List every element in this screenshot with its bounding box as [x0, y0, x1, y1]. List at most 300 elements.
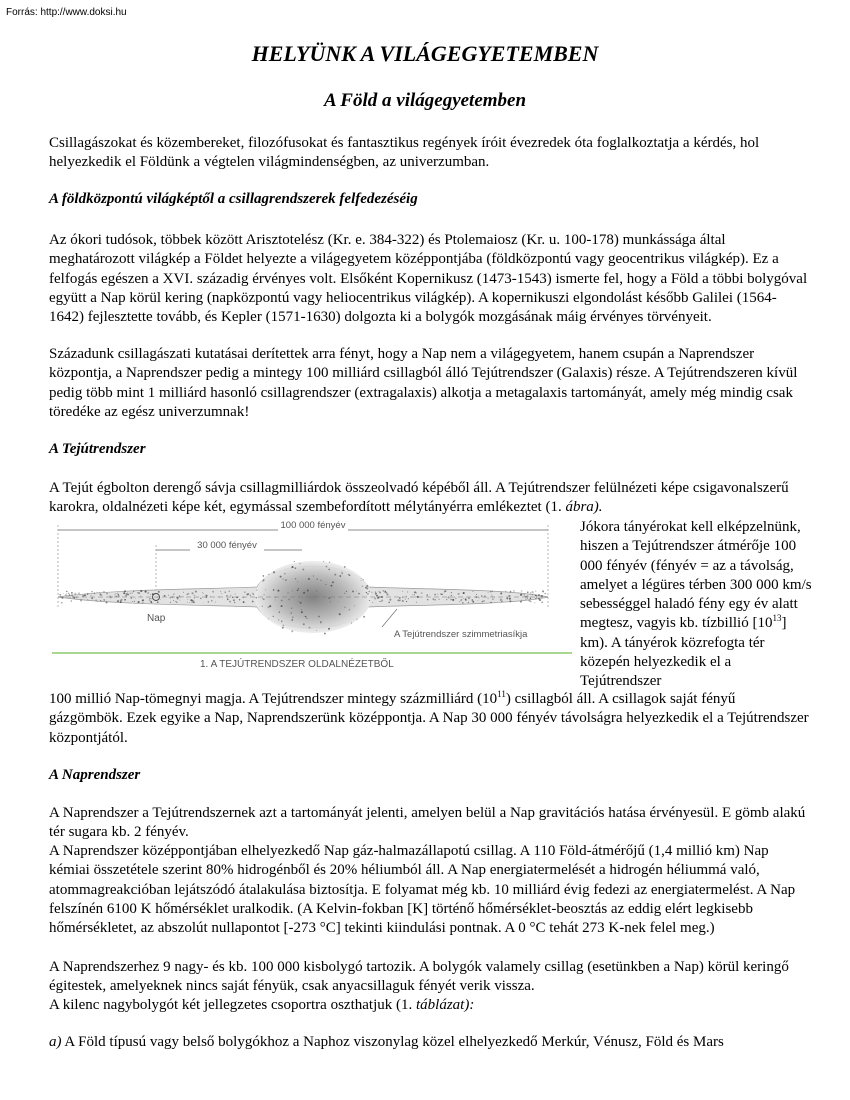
- star-speckle: [95, 599, 97, 601]
- star-speckle: [273, 589, 275, 591]
- star-speckle: [140, 590, 142, 592]
- inner-distance-label: 30 000 fényév: [197, 540, 257, 551]
- solar-system-paragraph-1: A Naprendszer a Tejútrendszernek azt a tartományát jelenti, amelyen belül a Nap gravitációs hatása érvényesül. E gömb alakú tér sugara kb. 2 fényév.: [49, 805, 806, 841]
- star-speckle: [367, 593, 369, 595]
- star-speckle: [461, 599, 463, 601]
- star-speckle: [545, 593, 546, 594]
- star-speckle: [262, 581, 263, 582]
- star-speckle: [349, 609, 351, 611]
- star-speckle: [192, 592, 194, 594]
- star-speckle: [138, 601, 140, 603]
- star-speckle: [352, 590, 354, 592]
- star-speckle: [297, 590, 298, 591]
- star-speckle: [330, 601, 331, 602]
- star-speckle: [520, 594, 522, 596]
- star-speckle: [173, 600, 174, 601]
- star-speckle: [488, 598, 489, 599]
- star-speckle: [316, 591, 317, 592]
- star-speckle: [481, 595, 482, 596]
- star-speckle: [173, 594, 174, 595]
- star-speckle: [63, 593, 64, 594]
- star-speckle: [541, 601, 543, 603]
- star-speckle: [380, 601, 381, 602]
- star-speckle: [366, 585, 368, 587]
- star-speckle: [363, 616, 365, 618]
- star-speckle: [71, 594, 73, 596]
- star-speckle: [533, 593, 534, 594]
- star-speckle: [477, 600, 478, 601]
- star-speckle: [341, 572, 342, 573]
- star-speckle: [375, 591, 376, 592]
- star-speckle: [142, 599, 144, 601]
- star-speckle: [349, 574, 351, 576]
- star-speckle: [402, 600, 404, 602]
- star-speckle: [117, 593, 118, 594]
- star-speckle: [94, 593, 95, 594]
- star-speckle: [195, 591, 197, 593]
- star-speckle: [354, 605, 355, 606]
- star-speckle: [476, 594, 477, 595]
- star-speckle: [110, 596, 112, 598]
- solar-system-paragraph-5: a) A Föld típusú vagy belső bolygókhoz a Naphoz viszonylag közel elhelyezkedő Merkúr, Vénusz, Föld és Mars: [49, 1034, 724, 1050]
- star-speckle: [291, 607, 293, 609]
- star-speckle: [535, 595, 537, 597]
- star-speckle: [374, 598, 376, 600]
- star-speckle: [100, 594, 102, 596]
- star-speckle: [287, 592, 288, 593]
- star-speckle: [282, 627, 284, 629]
- star-speckle: [448, 596, 450, 598]
- star-speckle: [521, 590, 522, 591]
- star-speckle: [298, 588, 299, 589]
- star-speckle: [127, 593, 128, 594]
- star-speckle: [302, 568, 304, 570]
- star-speckle: [482, 601, 484, 603]
- star-speckle: [307, 618, 308, 619]
- star-speckle: [308, 627, 310, 629]
- star-speckle: [160, 599, 161, 600]
- star-speckle: [348, 574, 349, 575]
- star-speckle: [536, 597, 537, 598]
- star-speckle: [407, 592, 408, 593]
- star-speckle: [339, 613, 341, 615]
- star-speckle: [505, 591, 506, 592]
- star-speckle: [472, 591, 473, 592]
- star-speckle: [273, 616, 274, 617]
- star-speckle: [362, 586, 363, 587]
- star-speckle: [212, 591, 214, 593]
- star-speckle: [468, 597, 469, 598]
- intro-paragraph: Csillagászokat és közembereket, filozófusokat és fantasztikus regények íróit évezredek óta foglalkoztatja a kérdés, hol helyezkedik el Földünk a végtelen világmindenségben, az univerzumban.: [49, 135, 760, 171]
- star-speckle: [278, 619, 279, 620]
- star-speckle: [331, 585, 333, 587]
- star-speckle: [472, 601, 474, 603]
- star-speckle: [295, 567, 296, 568]
- star-speckle: [434, 599, 436, 601]
- star-speckle: [265, 589, 266, 590]
- star-speckle: [72, 596, 74, 598]
- star-speckle: [506, 597, 508, 599]
- star-speckle: [414, 591, 416, 593]
- star-speckle: [283, 625, 285, 627]
- star-speckle: [194, 595, 195, 596]
- star-speckle: [452, 599, 454, 601]
- star-speckle: [465, 598, 467, 600]
- star-speckle: [313, 576, 314, 577]
- star-speckle: [262, 606, 263, 607]
- star-speckle: [124, 590, 126, 592]
- star-speckle: [74, 593, 76, 595]
- solar-system-paragraph-2: A Naprendszer középpontjában elhelyezkedő Nap gáz-halmazállapotú csillag. A 110 Föld-átmérőjű (1,4 millió km) Nap kémiai összetétele szerint 80% hidrogénből és 20% héliumból áll. A Nap energiatermelését a hidrogén héliummá való, atommagreakcióban lejátszódó átalakulása biztosítja. E folyamat még kb. 10 milliárd évig fedezi az energiatermelést. A Nap felszínén 6100 K hőmérséklet uralkodik. (A Kelvin-fokban [K] történő hőmérséklet-beosztás az eddig elért legkisebb hőmérsékletet, az abszolút nullapontot [-273 °C] tekinti kiindulási pontnak. A 0 °C tehát 273 K-nek felel meg.): [49, 843, 796, 937]
- star-speckle: [369, 600, 370, 601]
- star-speckle: [356, 590, 357, 591]
- star-speckle: [535, 591, 536, 592]
- star-speckle: [500, 598, 502, 600]
- star-speckle: [230, 595, 231, 596]
- figure-caption: 1. A TEJÚTRENDSZER OLDALNÉZETBŐL: [200, 659, 394, 670]
- star-speckle: [239, 599, 240, 600]
- star-speckle: [295, 578, 296, 579]
- star-speckle: [332, 581, 334, 583]
- star-speckle: [105, 601, 107, 603]
- star-speckle: [415, 596, 416, 597]
- star-speckle: [243, 601, 245, 603]
- star-speckle: [145, 591, 147, 593]
- star-speckle: [59, 594, 61, 596]
- star-speckle: [421, 592, 423, 594]
- star-speckle: [450, 599, 452, 601]
- star-speckle: [291, 619, 293, 621]
- star-speckle: [389, 599, 391, 601]
- star-speckle: [375, 593, 377, 595]
- star-speckle: [232, 597, 234, 599]
- star-speckle: [125, 595, 127, 597]
- star-speckle: [358, 593, 359, 594]
- star-speckle: [525, 599, 526, 600]
- star-speckle: [208, 601, 210, 603]
- star-speckle: [305, 616, 306, 617]
- star-speckle: [292, 617, 293, 618]
- star-speckle: [142, 602, 143, 603]
- star-speckle: [444, 592, 445, 593]
- section-heading-solar-system: A Naprendszer: [49, 767, 141, 783]
- star-speckle: [509, 598, 511, 600]
- star-speckle: [405, 599, 406, 600]
- star-speckle: [342, 573, 344, 575]
- star-speckle: [211, 600, 212, 601]
- star-speckle: [120, 601, 122, 603]
- star-speckle: [329, 562, 330, 563]
- star-speckle: [368, 591, 369, 592]
- star-speckle: [224, 591, 226, 593]
- star-speckle: [408, 598, 409, 599]
- star-speckle: [338, 601, 339, 602]
- star-speckle: [397, 599, 399, 601]
- star-speckle: [527, 592, 528, 593]
- star-speckle: [414, 594, 415, 595]
- star-speckle: [82, 595, 84, 597]
- star-speckle: [356, 619, 357, 620]
- star-speckle: [538, 594, 540, 596]
- star-speckle: [176, 597, 178, 599]
- star-speckle: [523, 594, 524, 595]
- star-speckle: [215, 601, 216, 602]
- star-speckle: [100, 600, 101, 601]
- star-speckle: [236, 596, 238, 598]
- star-speckle: [361, 580, 362, 581]
- star-speckle: [91, 591, 92, 592]
- star-speckle: [150, 598, 151, 599]
- star-speckle: [439, 599, 440, 600]
- star-speckle: [158, 591, 160, 593]
- milky-way-side-text: Jókora tányérokat kell elképzelnünk, hiszen a Tejútrendszer átmérője 100 000 fényév (fényév = az a távolság, amelyet a légüres térben 300 000 km/s sebességgel haladó fény egy év alatt megtesz, vagyis kb. tízbillió $[10^{13}]$ km). A tányérok közrefogta tér közepén helyezkedik el a Tejútrendszer: [580, 519, 812, 690]
- star-speckle: [263, 575, 265, 577]
- star-speckle: [123, 592, 125, 594]
- star-speckle: [221, 593, 222, 594]
- star-speckle: [246, 593, 248, 595]
- star-speckle: [320, 622, 321, 623]
- star-speckle: [87, 593, 88, 594]
- star-speckle: [176, 602, 177, 603]
- star-speckle: [285, 579, 287, 581]
- star-speckle: [280, 576, 282, 578]
- star-speckle: [510, 591, 512, 593]
- star-speckle: [187, 594, 188, 595]
- star-speckle: [386, 592, 388, 594]
- star-speckle: [288, 599, 290, 601]
- star-speckle: [97, 601, 98, 602]
- star-speckle: [170, 602, 171, 603]
- star-speckle: [378, 591, 379, 592]
- star-speckle: [530, 592, 532, 594]
- worldview-paragraph-2: Századunk csillagászati kutatásai derítettek arra fényt, hogy a Nap nem a világegyetem, hanem csupán a Naprendszer központja, a Naprendszer pedig a mintegy 100 milliárd csillagból álló Tejútrendszer (Galaxis) része. A Tejútrendszeren kívül pedig több mint 1 milliárd hasonló csillagrendszer (extragalaxis) alkotja a metagalaxis tartományát, amely még mindig csak töredéke az egész univerzumnak!: [49, 346, 798, 420]
- star-speckle: [488, 592, 489, 593]
- star-speckle: [149, 598, 150, 599]
- star-speckle: [203, 603, 204, 604]
- star-speckle: [520, 601, 522, 603]
- star-speckle: [455, 598, 457, 600]
- star-speckle: [346, 591, 347, 592]
- star-speckle: [325, 584, 326, 585]
- star-speckle: [84, 595, 85, 596]
- star-speckle: [129, 593, 130, 594]
- star-speckle: [371, 592, 372, 593]
- star-speckle: [229, 591, 230, 592]
- star-speckle: [194, 598, 195, 599]
- star-speckle: [297, 581, 298, 582]
- star-speckle: [281, 620, 283, 622]
- star-speckle: [226, 595, 228, 597]
- star-speckle: [147, 592, 149, 594]
- star-speckle: [281, 605, 283, 607]
- star-speckle: [233, 599, 235, 601]
- star-speckle: [530, 598, 531, 599]
- star-speckle: [137, 592, 138, 593]
- star-speckle: [301, 609, 302, 610]
- star-speckle: [193, 601, 195, 603]
- star-speckle: [191, 602, 192, 603]
- star-speckle: [183, 592, 184, 593]
- star-speckle: [187, 602, 188, 603]
- star-speckle: [200, 598, 202, 600]
- section-heading-worldview: A földközpontú világképtől a csillagrendszerek felfedezéséig: [49, 191, 418, 207]
- milky-way-side-view-figure: [52, 517, 572, 677]
- star-speckle: [328, 597, 330, 599]
- star-speckle: [534, 602, 535, 603]
- star-speckle: [78, 592, 80, 594]
- star-speckle: [535, 598, 536, 599]
- star-speckle: [328, 569, 330, 571]
- milky-way-paragraph-2: 100 millió Nap-tömegnyi magja. A Tejútrendszer mintegy százmilliárd $(10^{11})$ csillagból áll. A csillagok saját fényű gázgömbök. Ezek egyike a Nap, Naprendszerünk középpontja. A Nap 30 000 fényév távolságra helyezkedik el a Tejútrendszer központjától.: [49, 689, 809, 746]
- star-speckle: [527, 598, 528, 599]
- star-speckle: [87, 599, 88, 600]
- star-speckle: [263, 598, 265, 600]
- star-speckle: [298, 601, 299, 602]
- star-speckle: [379, 601, 380, 602]
- star-speckle: [437, 594, 438, 595]
- star-speckle: [308, 578, 310, 580]
- star-speckle: [445, 590, 447, 592]
- star-speckle: [316, 579, 317, 580]
- star-speckle: [164, 595, 166, 597]
- star-speckle: [279, 611, 280, 612]
- star-speckle: [389, 602, 390, 603]
- galaxy-core: [255, 561, 371, 633]
- star-speckle: [366, 588, 368, 590]
- star-speckle: [203, 593, 204, 594]
- outer-distance-label: 100 000 fényév: [280, 520, 346, 531]
- star-speckle: [99, 592, 100, 593]
- solar-system-paragraph-3: A Naprendszerhez 9 nagy- és kb. 100 000 kisbolygó tartozik. A bolygók valamely csillag (esetünkben a Nap) körül keringő égitestek, amelyeknek nincs saját fényük, csak anyacsillaguk fényét verik vissza.: [49, 959, 789, 995]
- symmetry-plane-label: A Tejútrendszer szimmetriasíkja: [394, 629, 528, 640]
- star-speckle: [65, 594, 67, 596]
- star-speckle: [268, 618, 269, 619]
- star-speckle: [328, 628, 330, 630]
- star-speckle: [513, 590, 514, 591]
- star-speckle: [427, 599, 428, 600]
- star-speckle: [323, 561, 324, 562]
- star-speckle: [372, 602, 373, 603]
- star-speckle: [462, 602, 464, 604]
- star-speckle: [61, 602, 63, 604]
- star-speckle: [490, 591, 492, 593]
- star-speckle: [275, 600, 276, 601]
- star-speckle: [294, 561, 295, 562]
- star-speckle: [133, 591, 134, 592]
- star-speckle: [202, 592, 203, 593]
- star-speckle: [463, 598, 464, 599]
- star-speckle: [483, 600, 484, 601]
- star-speckle: [150, 594, 151, 595]
- star-speckle: [351, 623, 352, 624]
- star-speckle: [106, 593, 108, 595]
- star-speckle: [318, 616, 320, 618]
- star-speckle: [387, 594, 389, 596]
- star-speckle: [268, 574, 269, 575]
- star-speckle: [440, 594, 441, 595]
- star-speckle: [180, 600, 181, 601]
- star-speckle: [500, 592, 502, 594]
- star-speckle: [426, 594, 428, 596]
- star-speckle: [472, 599, 474, 601]
- star-speckle: [508, 595, 510, 597]
- star-speckle: [416, 602, 417, 603]
- star-speckle: [117, 600, 119, 602]
- star-speckle: [192, 600, 194, 602]
- page-subtitle: A Föld a világegyetemben: [323, 90, 527, 111]
- star-speckle: [235, 593, 236, 594]
- star-speckle: [459, 601, 460, 602]
- page-title: HELYÜNK A VILÁGEGYETEMBEN: [251, 41, 599, 66]
- star-speckle: [277, 590, 279, 592]
- star-speckle: [118, 594, 119, 595]
- star-speckle: [384, 591, 386, 593]
- axis-pointer: [382, 609, 397, 627]
- star-speckle: [115, 593, 116, 594]
- star-speckle: [149, 600, 150, 601]
- star-speckle: [103, 591, 105, 593]
- star-speckle: [542, 590, 544, 592]
- star-speckle: [132, 601, 133, 602]
- star-speckle: [124, 599, 126, 601]
- star-speckle: [291, 630, 293, 632]
- star-speckle: [344, 593, 345, 594]
- star-speckle: [69, 595, 70, 596]
- star-speckle: [114, 594, 115, 595]
- star-speckle: [366, 592, 367, 593]
- star-speckle: [269, 605, 271, 607]
- star-speckle: [339, 575, 341, 577]
- star-speckle: [281, 599, 283, 601]
- star-speckle: [376, 595, 378, 597]
- star-speckle: [91, 595, 92, 596]
- star-speckle: [363, 579, 364, 580]
- star-speckle: [460, 600, 461, 601]
- star-speckle: [68, 593, 70, 595]
- star-speckle: [151, 601, 153, 603]
- star-speckle: [252, 593, 253, 594]
- star-speckle: [402, 591, 403, 592]
- star-speckle: [479, 597, 480, 598]
- star-speckle: [189, 602, 190, 603]
- star-speckle: [132, 592, 133, 593]
- solar-system-paragraph-4: A kilenc nagybolygót két jellegzetes csoportra oszthatjuk (1. táblázat):: [49, 997, 475, 1013]
- star-speckle: [433, 599, 434, 600]
- star-speckle: [234, 602, 235, 603]
- worldview-paragraph-1: Az ókori tudósok, többek között Arisztotelész (Kr. e. 384-322) és Ptolemaiosz (Kr. u. 100-178) munkássága által meghatározott világkép a Földet helyezte a világegyetem középpontjába (földközpontú vagy geocentrikus világkép). Ez a felfogás egészen a XVI. századig érvényes volt. Elsőként Kopernikusz (1473-1543) ismerte fel, hogy a Föld a többi bolygóval együtt a Nap körül kering (napközpontú vagy heliocentrikus világkép). A kopernikuszi elgondolást később Galilei (1564-1642) fejlesztette tovább, és Kepler (1571-1630) dolgozta ki a bolygók mozgásának máig érvényes törvényeit.: [49, 232, 808, 326]
- star-speckle: [446, 599, 447, 600]
- star-speckle: [71, 592, 73, 594]
- star-speckle: [138, 592, 140, 594]
- star-speckle: [273, 571, 275, 573]
- star-speckle: [434, 594, 436, 596]
- star-speckle: [91, 597, 93, 599]
- star-speckle: [80, 599, 82, 601]
- star-speckle: [256, 590, 257, 591]
- star-speckle: [179, 595, 180, 596]
- star-speckle: [252, 601, 254, 603]
- star-speckle: [344, 566, 346, 568]
- star-speckle: [539, 599, 541, 601]
- star-speckle: [229, 601, 231, 603]
- star-speckle: [292, 590, 293, 591]
- star-speckle: [383, 590, 384, 591]
- star-speckle: [492, 591, 493, 592]
- star-speckle: [227, 599, 229, 601]
- star-speckle: [244, 591, 246, 593]
- star-speckle: [451, 595, 452, 596]
- star-speckle: [284, 573, 285, 574]
